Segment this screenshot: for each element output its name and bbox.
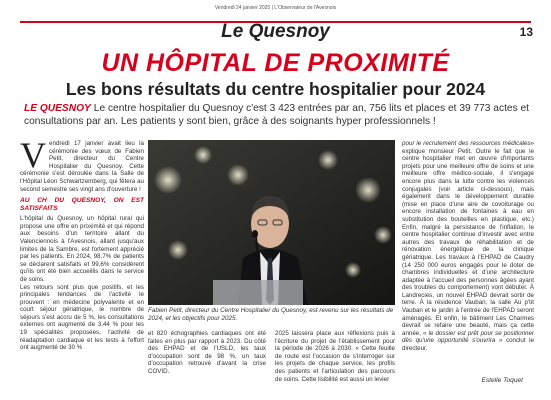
article-column-1 bbox=[20, 140, 144, 385]
dateline: Vendredi 24 janvier 2025 | L'Observateur de l'Avesnois bbox=[214, 5, 337, 11]
lede-text: Le centre hospitalier du Quesnoy c'est 3 423 entrées par an, 756 lits et places et 39 773 actes et consultations par an. Les patients y sont bien, grâce à des soignants hyper professionnels ! bbox=[24, 103, 529, 127]
page-number: 13 bbox=[519, 25, 533, 39]
lede-location: LE QUESNOY bbox=[24, 103, 91, 114]
quote-end: pour le recrutement des ressources médicales bbox=[402, 140, 531, 147]
kicker-title: UN HÔPITAL DE PROXIMITÉ bbox=[101, 49, 450, 77]
paragraph-ending: conclut le directeur. bbox=[402, 337, 534, 353]
director-quote: « le dossier est prêt pour se positionner dès qu'une opportunité s'ouvrira » bbox=[402, 329, 534, 345]
paragraph: L'hôpital du Quesnoy, un hôpital rural qui propose une offre en proximité et qui répond aux besoins d'un territoire allant du Valenciennois à l'Avesnois, allant jusqu'aux limites de la Sambre, est fortement apprécié par les patients. En 2024, 98,7% de patients se déclarent satisfaits et 99,6% considèrent qu'ils ont été bien accueillis dans le service de soins. bbox=[20, 215, 144, 283]
article-column-4 bbox=[402, 140, 534, 378]
paragraph: et 820 échographies cardiaques ont été faites en plus par rapport à 2023. Du côté des EHPAD et de l'USLD, les taux d'occupation sont de 98 %, un taux d'occupation retrouvé d'avant la crise COVID. bbox=[148, 330, 266, 375]
article-column-3 bbox=[275, 330, 395, 383]
paragraph: » explique monsieur Petit. Outre le fait que le centre hospitalier met en œuvre d'importants projets pour une meilleure offre de soins et une meilleure offre médico-sociale, il s'engage encore plus dans la lutte contre les violences conjugales (voir article ci-dessous), mais également dans le développement durable (mise en place d'une aire de covoiturage ou encore installation de fontaines à eau en substitution des bouteilles en plastique, etc.) Enfin, malgré la persistance de l'inflation, le centre hospitalier continue d'investir avec entre autres des travaux de réhabilitation et de rénovation énergétique de la clinique gériatrique. Les travaux à l'EHPAD de Caudry (14 250 000 euros engagés pour le doter de chambres individuelles et d'une architecture adaptée à l'accueil des personnes âgées ayant des troubles du comportement) vont débuter. À Landrecies, un nouvel EHPAD devrait sortir de terre. À la résidence Vauban, la salle Au p'tit Vauban et le jardin à l'entrée de l'EHPAD seront aménagés. Et enfin, le bâtiment Les Charmes devrait se refaire une beauté, mais ça cette année, bbox=[402, 140, 534, 337]
photo-caption: Fabien Petit, directeur du Centre Hospitalier du Quesnoy, est revenu sur les résultats de 2024, et les objectifs pour 2025. bbox=[148, 307, 394, 322]
subhead: AU CH DU QUESNOY, ON EST SATISFAITS bbox=[20, 197, 144, 213]
intro-text: endredi 17 janvier avait lieu la cérémonie des vœux de Fabien Petit, directeur du Centre Hospitalier du Quesnoy. Cette cérémonie s'est déroulée dans la Salle de l'Hôpital Léon Schwartzemberg, qui fêtera au second semestre ses vingt ans d'ouverture ! bbox=[20, 140, 144, 193]
author-signature: Estelle Toquet bbox=[481, 377, 523, 384]
dropcap: V bbox=[20, 140, 46, 175]
paragraph: 2025 laissera place aux réflexions puis à l'écriture du projet de l'établissement pour la période de 2026 à 2030. « Cette feuille de route est l'occasion de s'interroger sur les projets de chaque service, les profils des patients et l'articulation des parcours de soins. Cette lisibilité est aussi un levier bbox=[275, 330, 395, 383]
headline: Les bons résultats du centre hospitalier pour 2024 bbox=[65, 79, 486, 99]
paragraph: Les retours sont plus que positifs, et les principales tendances de l'activité le prouvent : en médecine polyvalente et en court séjour gériatrique, le nombre de séjours s'est accru de 5 %, les consultations externes ont augmenté de 3,44 % pour les 19 spécialités proposées, l'activité de réadaptation cardiaque et les tests à l'effort ont augmenté de 30 % bbox=[20, 283, 144, 352]
article-column-2 bbox=[148, 330, 266, 376]
section-title: Le Quesnoy bbox=[221, 21, 330, 42]
portrait-photo bbox=[148, 140, 395, 305]
lede-paragraph bbox=[24, 103, 534, 128]
